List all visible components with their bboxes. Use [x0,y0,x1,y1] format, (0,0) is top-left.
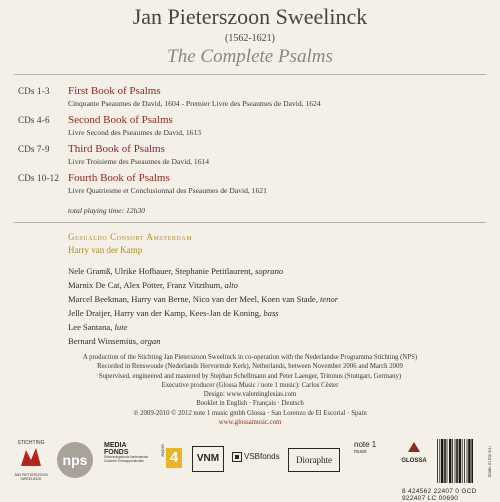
dioraphte-logo [288,448,340,472]
glossa-logo [396,440,432,464]
book-description: Livre Second des Pseaumes de David, 1613 [68,128,202,137]
book-title: Second Book of Psalms [68,114,173,126]
performer-role: tenor [320,294,339,304]
stichting-label: STICHTING [17,440,45,446]
performer-role: bass [263,308,279,318]
performer-line [68,308,279,318]
glossa-emblem-icon [407,441,421,453]
radio4-logo [160,444,182,474]
radio4-number: 4 [166,448,182,468]
credit-line: ℗ 2009-2010 © 2012 note 1 music gmbh Glossa · San Lorenzo de El Escorial · Spain [133,409,367,417]
performer-line [68,336,161,346]
book-title: First Book of Psalms [68,85,161,97]
book-cds: CDs 1-3 [18,86,50,96]
media-fonds-subtitle: Stimuleringsfonds Nederlandse Culturele Omroepproducties [104,455,149,463]
vsbfonds-emblem-icon [232,452,242,462]
performer-role: lute [114,322,128,332]
performer-role: organ [140,336,161,346]
media-fonds-line-2: FONDS [104,449,129,456]
book-cds: CDs 7-9 [18,144,50,154]
credit-line: Recorded in Renswoude (Nederlands Hervormde Kerk), Netherlands, between November 2006 and March 2009 [97,363,403,371]
album-subtitle: The Complete Psalms [167,46,333,67]
performer-names: Marnix De Cat, Alex Potter, Franz Vitzthum, [68,280,225,290]
performer-role: alto [224,280,238,290]
media-fonds-logo [104,442,150,463]
book-cds: CDs 10-12 [18,173,60,183]
stichting-subtitle: JAN PIETERSZOON SWEELINCK [14,473,48,481]
nps-label: nps [62,452,88,468]
performer-line [68,322,127,332]
credit-line: Supervised, engineered and mastered by Stephan Schellmann and Peter Laenger, Tritonus (Stuttgart, Germany) [98,372,402,380]
performer-line [68,294,338,304]
book-description: Livre Troisieme des Pseaumes de David, 1614 [68,157,210,166]
ensemble-name: Gesualdo Consort Amsterdam [68,232,193,242]
performer-role: soprano [255,266,284,276]
dioraphte-label: Dioraphte [296,455,332,465]
performer-names: Jelle Draijer, Harry van der Kamp, Kees-Jan de Koning, [68,308,264,318]
vsbfonds-label: VSBfonds [244,452,280,461]
performer-names: Bernard Winsemius, [68,336,141,346]
book-title: Third Book of Psalms [68,143,165,155]
stichting-emblem-icon [18,446,44,468]
book-title: Fourth Book of Psalms [68,172,170,184]
book-cds: CDs 4-6 [18,115,50,125]
ensemble-director: Harry van der Kamp [68,245,143,255]
middle-divider [14,222,486,223]
credit-line: A production of the Stichting Jan Pieterszoon Sweelinck in co-operation with the Nederlandse Programma Stichting (NPS) [82,354,418,361]
production-credits [0,353,500,427]
performer-line [68,266,283,276]
nps-logo [54,440,96,480]
performer-names: Marcel Beekman, Harry van Berne, Nico van der Meel, Koen van Stade, [68,294,320,304]
credit-line: Executive producer (Glossa Music / note 1 music): Carlos Céster [161,381,339,389]
sponsor-logos [14,436,486,486]
top-divider [14,74,486,75]
total-playing-time: total playing time: 12h30 [68,206,145,215]
stichting-logo [14,440,48,481]
book-description: Cinquante Pseaumes de David, 1604 - Premier Livre des Pseaumes de David, 1624 [68,99,321,108]
note1-sublabel: music [354,449,368,455]
composer-dates: (1562-1621) [225,33,275,44]
performer-line [68,280,238,290]
barcode-icon [436,437,486,485]
note1-label: note 1 [354,440,377,449]
barcode-number: 8 424562 22407 0 GCD 922407 LC 00690 [402,488,477,502]
note1-logo [354,440,394,455]
performer-names: Lee Santana, [68,322,115,332]
vnm-logo [192,446,224,472]
performer-names: Nele Gramß, Ulrike Hofbauer, Stephanie Petitlaurent, [68,266,255,276]
composer-name: Jan Pieterszoon Sweelinck [132,4,368,29]
made-in-label: made in the EU [488,446,493,478]
radio4-label: RADIO [160,444,165,457]
website-link[interactable]: www.glossamusic.com [218,419,282,427]
glossa-label: GLOSSA [401,458,427,464]
credit-line: Design: www.valentinglesias.com [203,391,297,399]
credit-line: Booklet in English · Français · Deutsch [196,400,304,408]
vnm-label: VNM [196,453,220,464]
media-fonds-line-1: MEDIA [104,442,127,449]
book-description: Livre Quatriesme et Conclusionnal des Pseaumes de David, 1621 [68,186,267,195]
